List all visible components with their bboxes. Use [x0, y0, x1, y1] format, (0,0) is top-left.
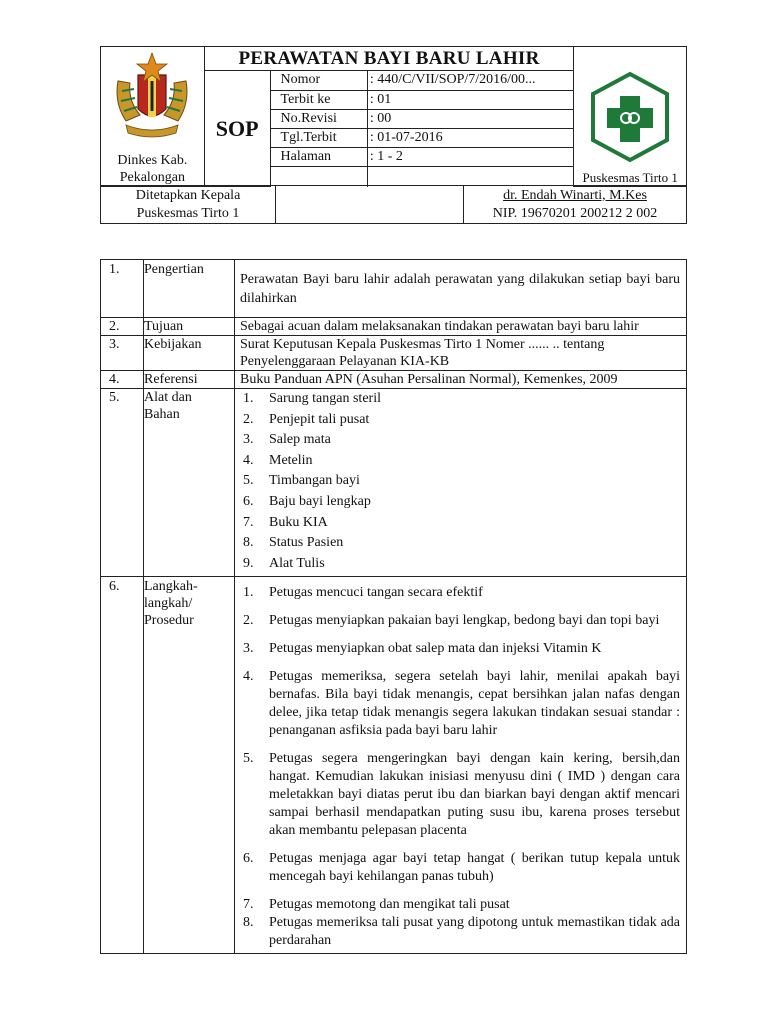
alat-item	[240, 533, 680, 554]
right-org-label: Puskesmas Tirto 1	[582, 170, 678, 185]
list-number: 7.	[243, 514, 254, 530]
alat-item	[240, 410, 680, 431]
meta-label-terbit: Terbit ke	[270, 90, 367, 109]
alat-item	[240, 430, 680, 451]
label-line: Langkah-	[144, 579, 198, 595]
prosedur-step	[240, 640, 680, 658]
row-label	[144, 577, 235, 954]
left-org-label: Dinkes Kab. Pekalongan	[117, 153, 188, 185]
label-line: langkah/	[144, 596, 193, 612]
alat-item	[240, 513, 680, 534]
list-text: Timbangan bayi	[269, 473, 360, 489]
list-text: Petugas memeriksa tali pusat yang dipotong untuk memastikan tidak ada perdarahan	[269, 915, 680, 949]
list-number: 5.	[243, 473, 254, 489]
meta-label-halaman: Halaman	[270, 147, 367, 166]
list-text: Petugas menyiapkan pakaian bayi lengkap, bedong bayi dan topi bayi	[269, 613, 660, 629]
row-number: 4.	[101, 371, 144, 389]
prosedur-list	[240, 584, 680, 950]
list-number: 7.	[243, 897, 254, 913]
list-text: Petugas memeriksa, segera setelah bayi lahir, menilai apakah bayi bernafas. Bila bayi tidak menangis, cepat bersihkan jalan nafas dengan delee, jika tetap tidak menangis segera lakukan tindakan sesuai standar : penanganan asfiksia pada bayi baru lahir	[269, 669, 680, 739]
list-number: 9.	[243, 555, 254, 571]
signer-nip: NIP. 19670201 200212 2 002	[492, 206, 658, 221]
row-number: 5.	[101, 389, 144, 577]
row-content: Surat Keputusan Kepala Puskesmas Tirto 1 Nomer ...... .. tentang Penyelenggaraan Pelayanan KIA-KB	[235, 336, 687, 371]
signer-name: dr. Endah Winarti, M.Kes	[503, 188, 647, 203]
row-label: Pengertian	[144, 260, 235, 318]
list-number: 3.	[243, 432, 254, 448]
list-text: Status Pasien	[269, 535, 344, 551]
row-content: Sebagai acuan dalam melaksanakan tindakan perawatan bayi baru lahir	[235, 318, 687, 336]
row-label: Referensi	[144, 371, 235, 389]
row-label	[144, 389, 235, 577]
prosedur-step	[240, 914, 680, 950]
ditetapkan-cell	[101, 186, 276, 224]
label-line: Alat dan	[144, 390, 192, 405]
row-content: Perawatan Bayi baru lahir adalah perawatan yang dilakukan setiap bayi baru dilahirkan	[235, 260, 687, 318]
alat-item	[240, 492, 680, 513]
row-number: 6.	[101, 577, 144, 954]
list-number: 6.	[243, 493, 254, 509]
alat-item	[240, 471, 680, 492]
prosedur-step	[240, 850, 680, 886]
left-logo-cell	[101, 47, 205, 187]
row-content	[235, 577, 687, 954]
list-text: Petugas menjaga agar bayi tetap hangat ( berikan tutup kepala untuk mencegah bayi kehilangan panas tubuh)	[269, 851, 680, 885]
row-content: Buku Panduan APN (Asuhan Persalinan Normal), Kemenkes, 2009	[235, 371, 687, 389]
meta-label-nomor: Nomor	[270, 71, 367, 91]
meta-label-tgl: Tgl.Terbit	[270, 128, 367, 147]
list-text: Sarung tangan steril	[269, 391, 381, 406]
ditetapkan-line: Ditetapkan Kepala	[135, 188, 241, 203]
row-referensi	[101, 371, 687, 389]
list-number: 6.	[243, 851, 254, 867]
signer-cell	[464, 186, 687, 224]
prosedur-step	[240, 750, 680, 840]
row-alat-bahan	[101, 389, 687, 577]
sop-header-table	[100, 46, 687, 187]
list-text: Buku KIA	[269, 514, 328, 530]
list-number: 3.	[243, 641, 254, 657]
list-number: 1.	[243, 585, 254, 601]
list-text: Petugas segera mengeringkan bayi dengan kain kering, bersih,dan hangat. Kemudian lakukan inisiasi menyusu dini ( IMD ) dengan cara meletakkan bayi diatas perut ibu dan biarkan bayi dengan aktif mencari sampai berhasil mendapatkan puting susu ibu, karena proses tersebut akan membantu pelepasan placenta	[269, 751, 680, 839]
row-prosedur	[101, 577, 687, 954]
list-text: Petugas menyiapkan obat salep mata dan injeksi Vitamin K	[269, 641, 602, 657]
label-line: Bahan	[144, 407, 180, 422]
row-number: 3.	[101, 336, 144, 371]
list-text: Baju bayi lengkap	[269, 493, 371, 509]
row-label: Kebijakan	[144, 336, 235, 371]
row-number: 1.	[101, 260, 144, 318]
list-text: Salep mata	[269, 432, 331, 448]
list-number: 2.	[243, 613, 254, 629]
alat-bahan-list	[240, 389, 680, 574]
list-number: 5.	[243, 751, 254, 767]
meta-value-nomor: : 440/C/VII/SOP/7/2016/00...	[367, 71, 574, 91]
alat-item	[240, 389, 680, 410]
row-label: Tujuan	[144, 318, 235, 336]
signature-table	[100, 185, 687, 224]
row-tujuan	[101, 318, 687, 336]
row-pengertian	[101, 260, 687, 318]
alat-item	[240, 554, 680, 575]
list-number: 2.	[243, 411, 254, 427]
puskesmas-logo-icon	[587, 70, 673, 170]
list-text: Penjepit tali pusat	[269, 411, 370, 427]
list-number: 4.	[243, 452, 254, 468]
signature-blank-cell	[276, 186, 464, 224]
right-logo-cell	[574, 47, 687, 187]
row-content	[235, 389, 687, 577]
list-number: 8.	[243, 535, 254, 551]
meta-value-tgl: : 01-07-2016	[367, 128, 574, 147]
list-number: 4.	[243, 669, 254, 685]
list-number: 1.	[243, 391, 254, 406]
list-text: Petugas mencuci tangan secara efektif	[269, 585, 483, 601]
list-number: 8.	[243, 915, 254, 931]
prosedur-step	[240, 584, 680, 602]
row-kebijakan	[101, 336, 687, 371]
kabupaten-emblem-icon	[112, 51, 192, 141]
meta-value-halaman: : 1 - 2	[367, 147, 574, 166]
label-line: Prosedur	[144, 613, 194, 629]
meta-spacer	[270, 166, 367, 187]
meta-value-terbit: : 01	[367, 90, 574, 109]
row-number: 2.	[101, 318, 144, 336]
list-text: Petugas memotong dan mengikat tali pusat	[269, 897, 510, 913]
prosedur-step	[240, 612, 680, 630]
sop-label: SOP	[204, 71, 270, 187]
list-text: Metelin	[269, 452, 313, 468]
meta-label-revisi: No.Revisi	[270, 109, 367, 128]
document-title: PERAWATAN BAYI BARU LAHIR	[204, 47, 574, 71]
ditetapkan-org: Puskesmas Tirto 1	[136, 206, 240, 221]
meta-value-revisi: : 00	[367, 109, 574, 128]
meta-spacer	[367, 166, 574, 187]
prosedur-step	[240, 896, 680, 914]
sop-content-table	[100, 259, 687, 954]
prosedur-step	[240, 668, 680, 740]
list-text: Alat Tulis	[269, 555, 325, 571]
alat-item	[240, 451, 680, 472]
